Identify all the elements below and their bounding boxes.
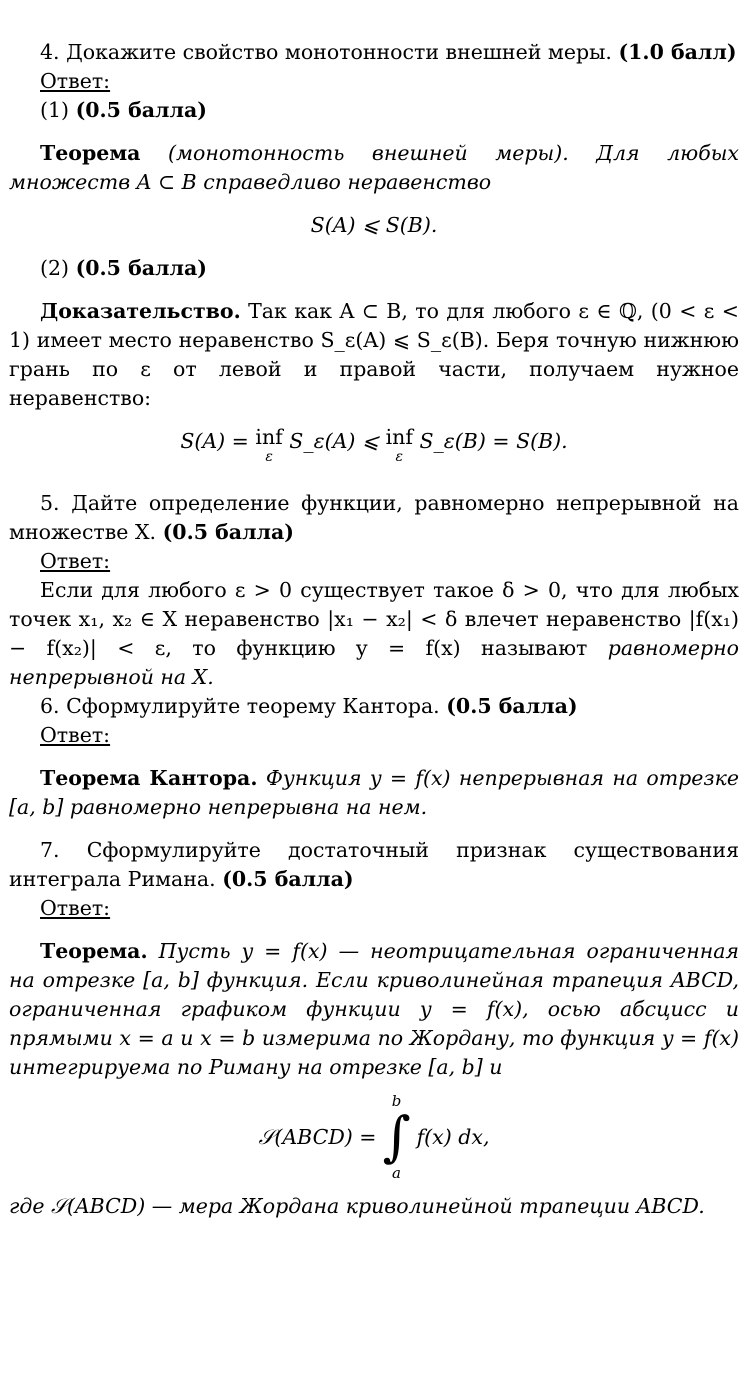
q7-integral-formula: 𝒮(ABCD) = b ∫ a f(x) dx, (258, 1092, 490, 1182)
q4-theorem-formula: S(A) ⩽ S(B). (310, 213, 438, 237)
q5-question: 5. Дайте определение функции, равномерно непрерывной на множестве X. (0.5 балла) (9, 491, 739, 544)
q7-theorem: Теорема. Пусть y = f(x) — неотрицательная ограниченная на отрезке [a, b] функция. Если криволинейная трапеция ABCD, ограниченная графиком функции y = f(x), осью абсцисс и прямыми x = a и x = b измерима по Жордану, то функция y = f(x) интегрируема по Риману на отрезке [a, b] и (9, 939, 739, 1079)
q4-answer-label: Ответ: (40, 69, 111, 93)
q7-question: 7. Сформулируйте достаточный признак существования интеграла Римана. (0.5 балла) (9, 838, 739, 891)
document-page (9, 38, 739, 1221)
q5-answer-label: Ответ: (40, 549, 111, 573)
q4-part2: (2) (0.5 балла) (40, 256, 207, 280)
q7-closing: где 𝒮(ABCD) — мера Жордана криволинейной трапеции ABCD. (9, 1194, 705, 1218)
q6-theorem: Теорема Кантора. Функция y = f(x) непрерывная на отрезке [a, b] равномерно непрерывна на нем. (9, 766, 739, 819)
q4-part1: (1) (0.5 балла) (40, 98, 207, 122)
q5-answer: Если для любого ε > 0 существует такое δ > 0, что для любых точек x₁, x₂ ∈ X неравенство |x₁ − x₂| < δ влечет неравенство |f(x₁) − f(x₂)| < ε, то функцию y = f(x) называют равномерно непрерывной на X. (9, 578, 739, 689)
q6-answer-label: Ответ: (40, 723, 111, 747)
q4-proof: Доказательство. Так как A ⊂ B, то для любого ε ∈ ℚ, (0 < ε < 1) имеет место неравенство S_ε(A) ⩽ S_ε(B). Беря точную нижнюю грань по ε от левой и правой части, получаем нужное неравенство: (9, 299, 739, 410)
q7-answer-label: Ответ: (40, 896, 111, 920)
q4-theorem: Теорема (монотонность внешней меры). Для любых множеств A ⊂ B справедливо неравенство (9, 141, 739, 194)
q4-proof-formula: S(A) = inf ε S_ε(A) ⩽ inf ε S_ε(B) = S(B). (180, 425, 568, 465)
integral-sign: ∫ (382, 1105, 411, 1168)
q4-question: 4. Докажите свойство монотонности внешней меры. (1.0 балл) (40, 40, 737, 64)
q6-question: 6. Сформулируйте теорему Кантора. (0.5 балла) (40, 694, 578, 718)
